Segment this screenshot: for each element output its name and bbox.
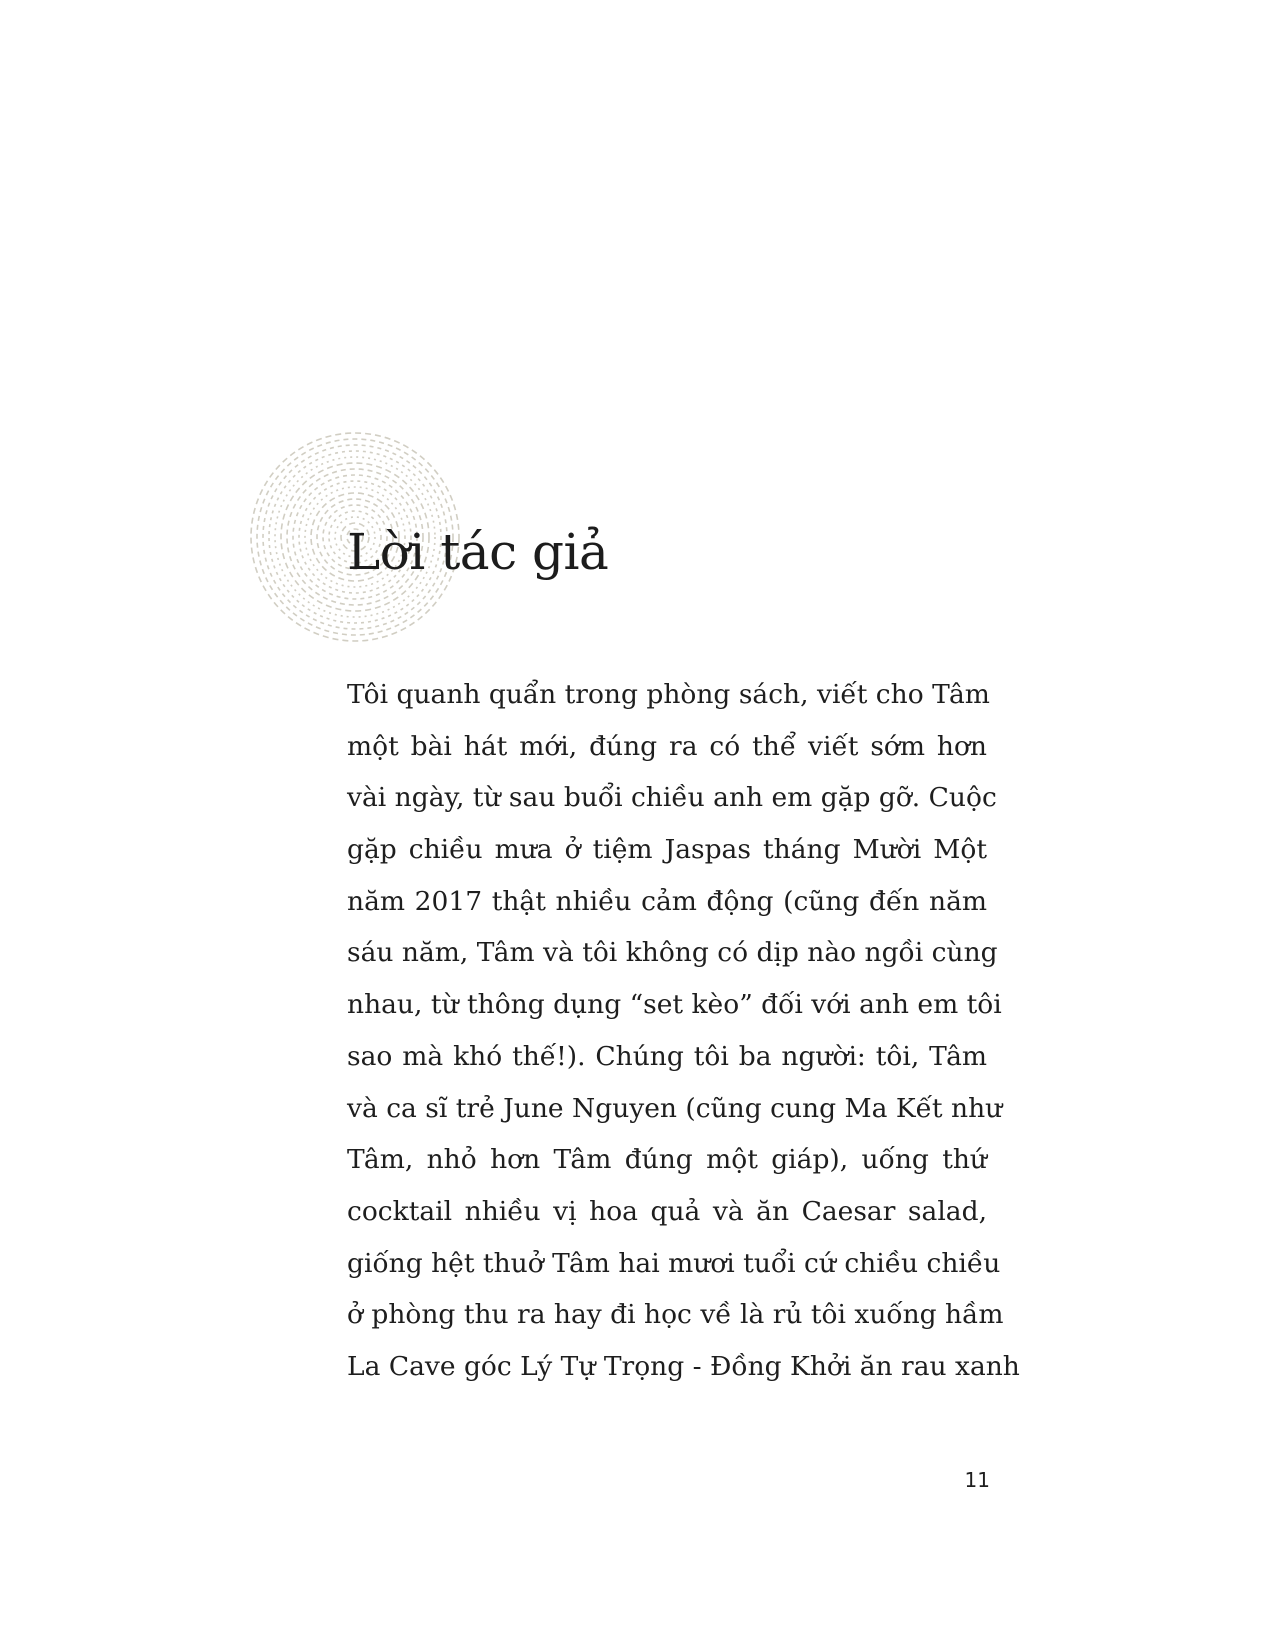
- body-line: gặp chiều mưa ở tiệm Jaspas tháng Mười Một: [347, 834, 987, 866]
- body-line: Tâm, nhỏ hơn Tâm đúng một giáp), uống thứ: [347, 1144, 987, 1176]
- body-line: vài ngày, từ sau buổi chiều anh em gặp gỡ. Cuộc: [347, 782, 997, 814]
- body-line: sáu năm, Tâm và tôi không có dịp nào ngồi cùng: [347, 937, 998, 969]
- body-line: một bài hát mới, đúng ra có thể viết sớm hơn: [347, 730, 987, 762]
- page-number: 11: [964, 1468, 990, 1492]
- body-line: ở phòng thu ra hay đi học về là rủ tôi xuống hầm: [347, 1299, 1004, 1331]
- body-line: và ca sĩ trẻ June Nguyen (cũng cung Ma Kết như: [347, 1092, 1003, 1124]
- body-line: nhau, từ thông dụng “set kèo” đối với anh em tôi: [347, 989, 1002, 1021]
- body-paragraph: [347, 669, 1020, 1393]
- body-line: cocktail nhiều vị hoa quả và ăn Caesar salad,: [347, 1195, 987, 1227]
- body-line: La Cave góc Lý Tự Trọng - Đồng Khởi ăn rau xanh: [347, 1350, 1020, 1382]
- body-line: giống hệt thuở Tâm hai mươi tuổi cứ chiều chiều: [347, 1247, 1001, 1279]
- body-line: năm 2017 thật nhiều cảm động (cũng đến năm: [347, 885, 987, 917]
- body-line: sao mà khó thế!). Chúng tôi ba người: tôi, Tâm: [347, 1040, 987, 1072]
- chapter-title: Lời tác giả: [347, 523, 609, 581]
- body-line: Tôi quanh quẩn trong phòng sách, viết cho Tâm: [347, 679, 990, 710]
